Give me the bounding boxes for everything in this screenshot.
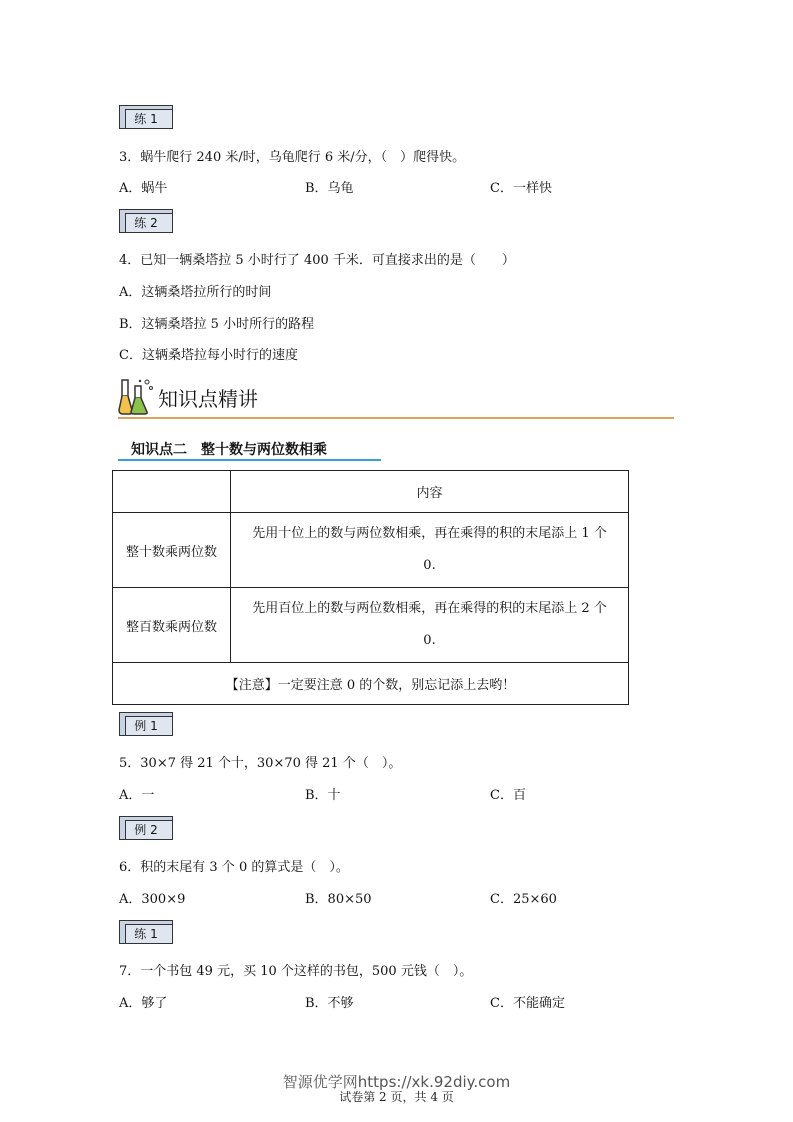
question-7: 7．一个书包 49 元，买 10 个这样的书包，500 元钱（ ）。 bbox=[119, 964, 473, 979]
example-tag: 例 2 bbox=[119, 816, 173, 840]
q6-option-c: C．25×60 bbox=[490, 892, 557, 907]
q6-option-a: A．300×9 bbox=[119, 892, 186, 907]
question-5: 5．30×7 得 21 个十，30×70 得 21 个（ ）。 bbox=[119, 756, 402, 771]
row-content-cont: 0. bbox=[423, 558, 436, 573]
question-4: 4．已知一辆桑塔拉 5 小时行了 400 千米．可直接求出的是（ ） bbox=[119, 253, 515, 268]
practice-tag: 练 1 bbox=[119, 920, 173, 944]
q7-option-c: C．不能确定 bbox=[490, 996, 565, 1011]
knowledge-point-title: 知识点二 整十数与两位数相乘 bbox=[131, 442, 327, 458]
row-content-cont: 0. bbox=[423, 633, 436, 648]
q3-option-b: B．乌龟 bbox=[305, 181, 354, 196]
q3-option-a: A．蜗牛 bbox=[119, 181, 168, 196]
table-row bbox=[113, 588, 629, 663]
section-divider bbox=[118, 417, 674, 419]
table-row bbox=[113, 513, 629, 588]
row-content: 先用百位上的数与两位数相乘，再在乘得的积的末尾添上 2 个 bbox=[252, 601, 607, 616]
row-label: 整百数乘两位数 bbox=[113, 588, 231, 663]
q7-option-a: A．够了 bbox=[119, 996, 168, 1011]
table-header-content: 内容 bbox=[231, 471, 629, 513]
q4-option-a: A．这辆桑塔拉所行的时间 bbox=[119, 285, 272, 300]
table-header-empty bbox=[113, 471, 231, 513]
page-number: 试卷第 2 页，共 4 页 bbox=[339, 1090, 454, 1104]
flask-icon bbox=[118, 376, 156, 416]
practice-tag: 练 2 bbox=[119, 209, 173, 233]
question-6: 6．积的末尾有 3 个 0 的算式是（ ）。 bbox=[119, 860, 349, 875]
q5-option-b: B．十 bbox=[305, 788, 341, 803]
q4-option-b: B．这辆桑塔拉 5 小时所行的路程 bbox=[119, 317, 315, 332]
knowledge-point-underline bbox=[118, 459, 381, 461]
q5-option-a: A．一 bbox=[119, 788, 155, 803]
question-3: 3．蜗牛爬行 240 米/时，乌龟爬行 6 米/分，（ ）爬得快。 bbox=[119, 150, 466, 165]
watermark: 智源优学网https://xk.92diy.com bbox=[282, 1073, 511, 1091]
example-tag: 例 1 bbox=[119, 712, 173, 736]
q5-option-c: C．百 bbox=[490, 788, 526, 803]
q3-option-c: C．一样快 bbox=[490, 181, 552, 196]
row-content: 先用十位上的数与两位数相乘，再在乘得的积的末尾添上 1 个 bbox=[252, 526, 607, 541]
knowledge-table bbox=[112, 470, 629, 705]
q4-option-c: C．这辆桑塔拉每小时行的速度 bbox=[119, 348, 298, 363]
q6-option-b: B．80×50 bbox=[305, 892, 372, 907]
row-label: 整十数乘两位数 bbox=[113, 513, 231, 588]
practice-tag: 练 1 bbox=[119, 105, 173, 129]
q7-option-b: B．不够 bbox=[305, 996, 354, 1011]
section-title: 知识点精讲 bbox=[158, 387, 258, 411]
table-note: 【注意】一定要注意 0 的个数，别忘记添上去哟！ bbox=[113, 663, 629, 705]
